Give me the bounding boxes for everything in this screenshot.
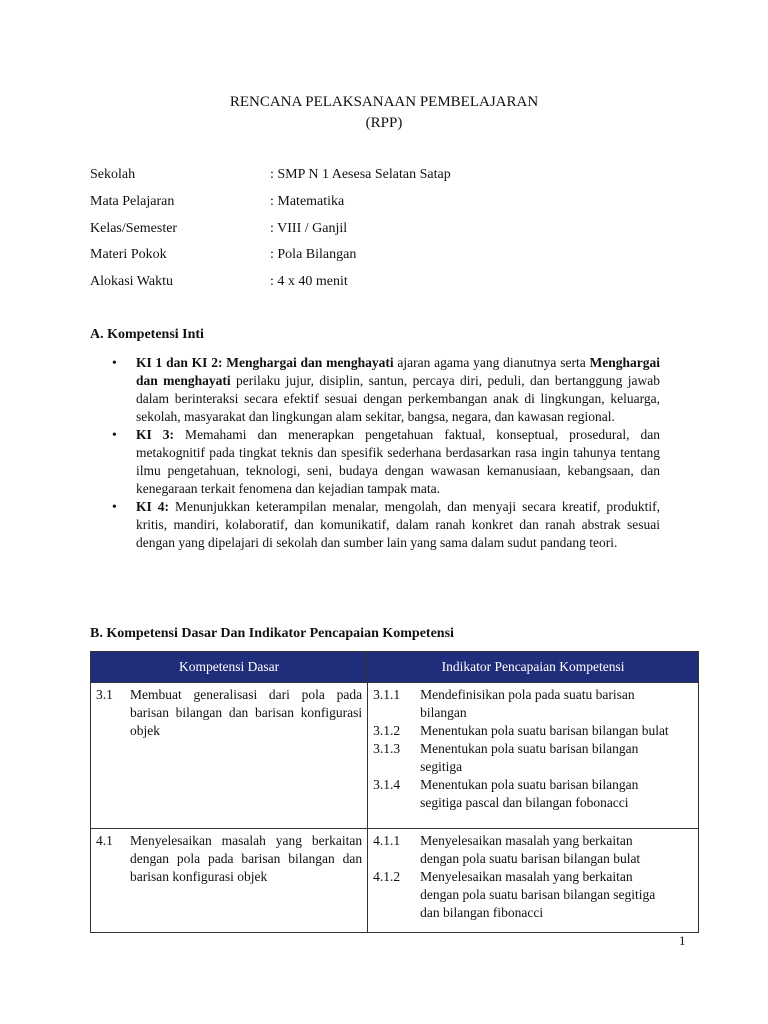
identity-value: : Matematika: [270, 194, 345, 209]
indicator-line: segitiga: [420, 759, 463, 774]
section-a-heading: A. Kompetensi Inti: [90, 327, 204, 342]
identity-label: Mata Pelajaran: [90, 194, 175, 209]
column-header-basic-competency: Kompetensi Dasar: [91, 652, 368, 683]
indicator-line: Menentukan pola suatu barisan bilangan: [420, 777, 639, 792]
column-header-indicators: Indikator Pencapaian Kompetensi: [368, 652, 699, 683]
list-item: [112, 498, 660, 552]
indicator-line: segitiga pascal dan bilangan fobonacci: [420, 795, 629, 810]
item-text: perilaku jujur, disiplin, santun, percaya diri, peduli, dan bertanggung jawab dalam berinteraksi secara efektif sesuai dengan perkembangan anak di lingkungan, keluarga, sekolah, masyarakat dan lingkungan alam sekitar, bangsa, negara, dan kawasan regional.: [136, 373, 660, 424]
document-title: RENCANA PELAKSANAAN PEMBELAJARAN: [229, 94, 539, 110]
bullet-icon: •: [112, 427, 117, 442]
document-subtitle: (RPP): [365, 115, 403, 131]
indicator-item: [373, 722, 693, 740]
indicator-line: Menentukan pola suatu barisan bilangan bulat: [420, 723, 669, 738]
identity-value: : 4 x 40 menit: [270, 274, 348, 289]
identity-label: Materi Pokok: [90, 247, 167, 262]
page-number: 1: [679, 933, 686, 948]
identity-value: : VIII / Ganjil: [270, 221, 348, 236]
indicator-line: Menyelesaikan masalah yang berkaitan: [420, 869, 633, 884]
bullet-icon: •: [112, 355, 117, 370]
identity-value: : SMP N 1 Aesesa Selatan Satap: [270, 167, 451, 182]
list-item: [112, 354, 660, 426]
indicator-number: 3.1.4: [373, 777, 401, 792]
competency-table: [90, 651, 699, 933]
item-text: Memahami dan menerapkan pengetahuan faktual, konseptual, prosedural, dan metakognitif pada tingkat teknis dan spesifik sederhana berdasarkan rasa ingin tahunya tentang ilmu pengetahuan, teknologi, seni, budaya dengan wawasan kemanusiaan, kebangsaan, dan kenegaraan terkait fenomena dan kejadian tampak mata.: [136, 427, 660, 496]
list-item: [112, 426, 660, 498]
kd-number: 3.1: [96, 687, 113, 702]
section-b-heading: B. Kompetensi Dasar Dan Indikator Pencapaian Kompetensi: [90, 626, 454, 641]
indicator-number: 4.1.1: [373, 833, 401, 848]
indicator-item: [373, 776, 693, 812]
item-bold: KI 1 dan KI 2: Menghargai dan menghayati: [136, 355, 394, 370]
item-text: ajaran agama yang dianutnya serta: [393, 355, 590, 370]
table-row: [91, 829, 699, 933]
identity-label: Sekolah: [90, 167, 136, 182]
indicator-item: [373, 686, 693, 722]
kd-text: Menyelesaikan masalah yang berkaitan dengan pola pada barisan bilangan dan barisan konfigurasi objek: [130, 833, 363, 884]
indicator-line: dan bilangan fibonacci: [420, 905, 544, 920]
indicator-number: 3.1.3: [373, 741, 401, 756]
kd-item: [96, 686, 362, 740]
indicator-cell: [368, 683, 699, 829]
core-competency-list: [112, 354, 660, 552]
indicator-line: bilangan: [420, 705, 467, 720]
indicator-item: [373, 740, 693, 776]
kd-text: Membuat generalisasi dari pola pada barisan bilangan dan barisan konfigurasi objek: [130, 687, 363, 738]
kd-number: 4.1: [96, 833, 113, 848]
indicator-line: dengan pola suatu barisan bilangan segitiga: [420, 887, 656, 902]
kd-cell: [91, 829, 368, 933]
indicator-item: [373, 868, 693, 922]
indicator-cell: [368, 829, 699, 933]
item-bold: Menghargai dan menghayati: [136, 355, 660, 388]
identity-label: Alokasi Waktu: [90, 274, 173, 289]
bullet-icon: •: [112, 499, 117, 514]
indicator-number: 3.1.2: [373, 723, 401, 738]
identity-value: : Pola Bilangan: [270, 247, 357, 262]
indicator-line: dengan pola suatu barisan bilangan bulat: [420, 851, 641, 866]
item-bold: KI 4:: [136, 499, 169, 514]
item-bold: KI 3:: [136, 427, 175, 442]
indicator-line: Menyelesaikan masalah yang berkaitan: [420, 833, 633, 848]
indicator-line: Mendefinisikan pola pada suatu barisan: [420, 687, 635, 702]
indicator-item: [373, 832, 693, 868]
identity-label: Kelas/Semester: [90, 221, 178, 236]
item-text: Menunjukkan keterampilan menalar, mengolah, dan menyaji secara kreatif, produktif, kritis, mandiri, kolaboratif, dan komunikatif, dalam ranah konkret dan ranah abstrak sesuai dengan yang dipelajari di sekolah dan sumber lain yang sama dalam sudut pandang teori.: [136, 499, 661, 550]
table-row: [91, 683, 699, 829]
indicator-number: 4.1.2: [373, 869, 401, 884]
indicator-number: 3.1.1: [373, 687, 401, 702]
kd-item: [96, 832, 362, 886]
table-header-row: [91, 652, 699, 683]
indicator-line: Menentukan pola suatu barisan bilangan: [420, 741, 639, 756]
kd-cell: [91, 683, 368, 829]
